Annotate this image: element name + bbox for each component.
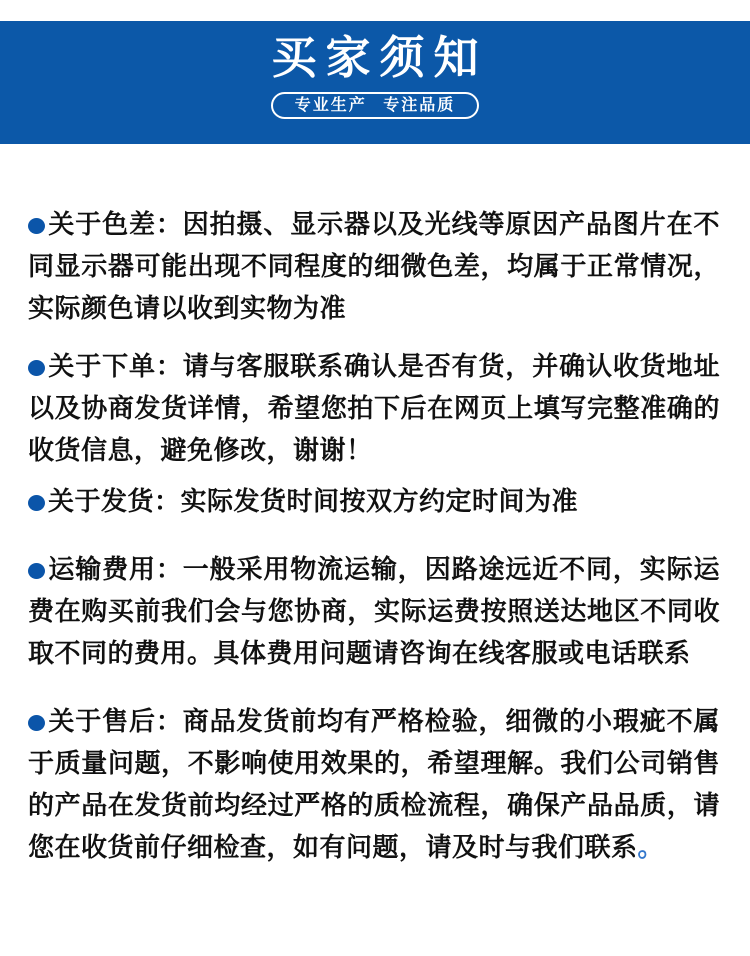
bullet-icon: [28, 563, 45, 579]
tagline-badge: [271, 92, 479, 119]
notice-item-after-sales: [28, 700, 720, 868]
notice-body: 一般采用物流运输，因路途远近不同，实际运费在购买前我们会与您协商，实际运费按照送达地区不同收取不同的费用。具体费用问题请咨询在线客服或电话联系: [28, 554, 720, 668]
notice-label: 关于下单：: [48, 351, 183, 381]
bullet-icon: [28, 715, 45, 731]
notice-suffix: 。: [637, 832, 665, 862]
bullet-icon: [28, 495, 45, 511]
notice-label: 关于发货：: [48, 486, 181, 516]
notice-label: 运输费用：: [48, 554, 183, 584]
notice-label: 关于色差：: [48, 209, 183, 239]
notice-item-freight-cost: [28, 548, 720, 674]
notice-body: 因拍摄、显示器以及光线等原因产品图片在不同显示器可能出现不同程度的细微色差，均属于正常情况，实际颜色请以收到实物为准: [28, 209, 720, 323]
notice-item-ordering: [28, 345, 720, 471]
notice-body: 商品发货前均有严格检验，细微的小瑕疵不属于质量问题，不影响使用效果的，希望理解。我们公司销售的产品在发货前均经过严格的质检流程，确保产品品质，请您在收货前仔细检查，如有问题，请及时与我们联系: [28, 706, 720, 862]
notice-list: [0, 144, 750, 868]
bullet-icon: [28, 218, 45, 234]
tagline-text: 专业生产 专注品质: [294, 97, 456, 114]
buyer-notice-page: [0, 21, 750, 956]
header-banner: [0, 21, 750, 144]
notice-item-color-difference: [28, 203, 720, 329]
notice-body: 请与客服联系确认是否有货，并确认收货地址以及协商发货详情，希望您拍下后在网页上填写完整准确的收货信息，避免修改，谢谢！: [28, 351, 720, 465]
notice-item-shipping: [28, 480, 720, 522]
notice-body: 实际发货时间按双方约定时间为准: [180, 486, 579, 516]
bullet-icon: [28, 360, 45, 376]
notice-label: 关于售后：: [48, 706, 183, 736]
banner-title: 买家须知: [271, 32, 488, 83]
